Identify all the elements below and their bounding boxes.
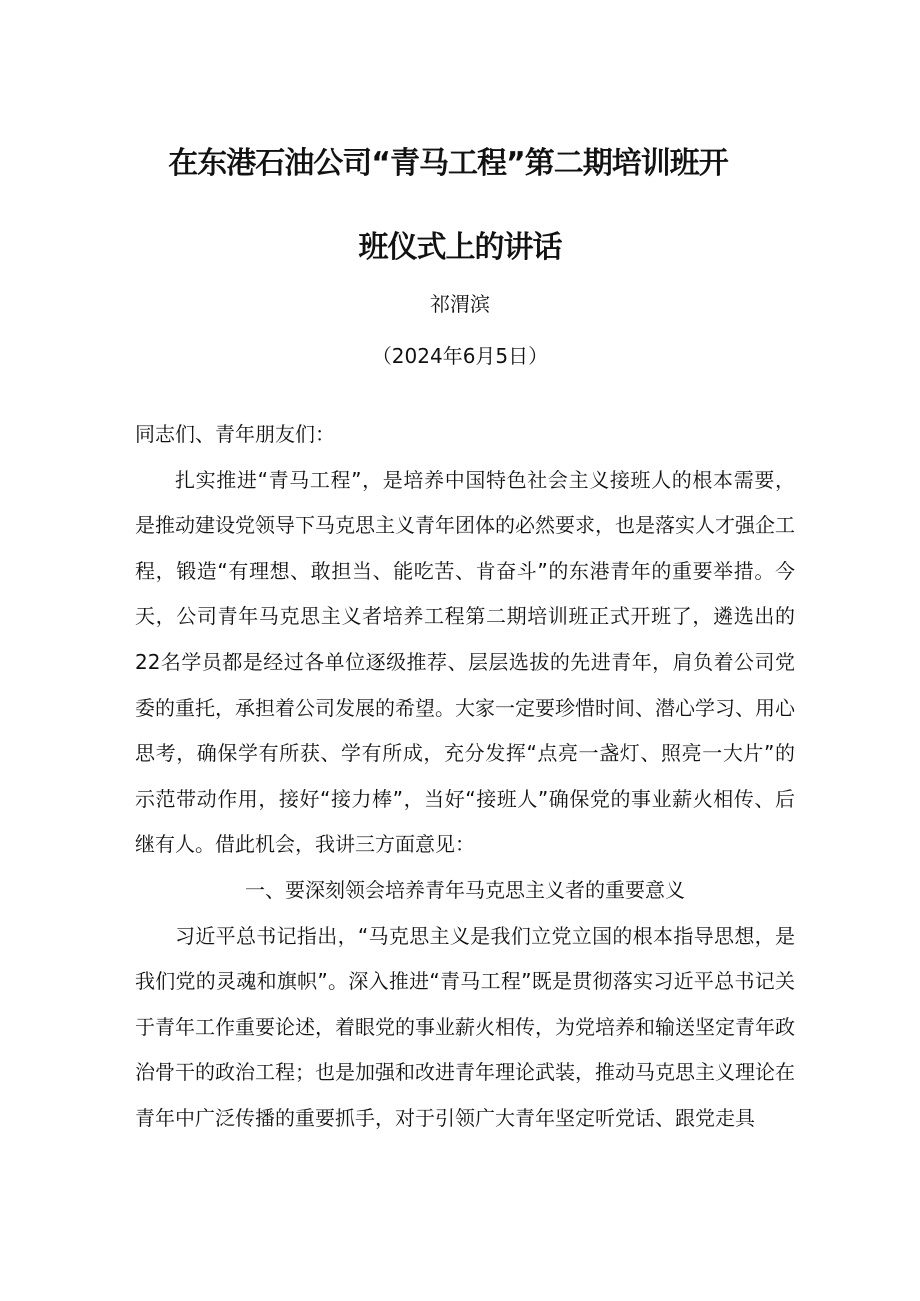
- document-title-line-2: 班仪式上的讲话: [358, 230, 562, 265]
- section-heading-1: 一、要深刻领会培养青年马克思主义者的重要意义: [245, 877, 685, 902]
- author-name: 祁渭滨: [430, 292, 490, 316]
- document-title-line-1: 在东港石油公司“青马工程”第二期培训班开: [168, 146, 728, 181]
- speech-date: （2024年6月5日）: [371, 344, 549, 368]
- paragraph-section-1: 习近平总书记指出，“马克思主义是我们立党立国的根本指导思想，是我们党的灵魂和旗帜”。深入推进“青马工程”既是贯彻落实习近平总书记关于青年工作重要论述，着眼党的事业薪火相传，为党培养和输送坚定青年政治骨干的政治工程；也是加强和改进青年理论武装，推动马克思主义理论在青年中广泛传播的重要抓手，对于引领广大青年坚定听党话、跟党走具: [135, 923, 795, 1130]
- document-body: [135, 412, 795, 1142]
- paragraph-intro: 扎实推进“青马工程”，是培养中国特色社会主义接班人的根本需要，是推动建设党领导下马克思主义青年团体的必然要求，也是落实人才强企工程，锻造“有理想、敢担当、能吃苦、肯奋斗”的东港青年的重要举措。今天，公司青年马克思主义者培养工程第二期培训班正式开班了，遴选出的22名学员都是经过各单位逐级推荐、层层选拔的先进青年，肩负着公司党委的重托，承担着公司发展的希望。大家一定要珍惜时间、潜心学习、用心思考，确保学有所获、学有所成，充分发挥“点亮一盏灯、照亮一大片”的示范带动作用，接好“接力棒”，当好“接班人”确保党的事业薪火相传、后继有人。借此机会，我讲三方面意见：: [135, 467, 795, 857]
- salutation: 同志们、青年朋友们：: [135, 422, 335, 446]
